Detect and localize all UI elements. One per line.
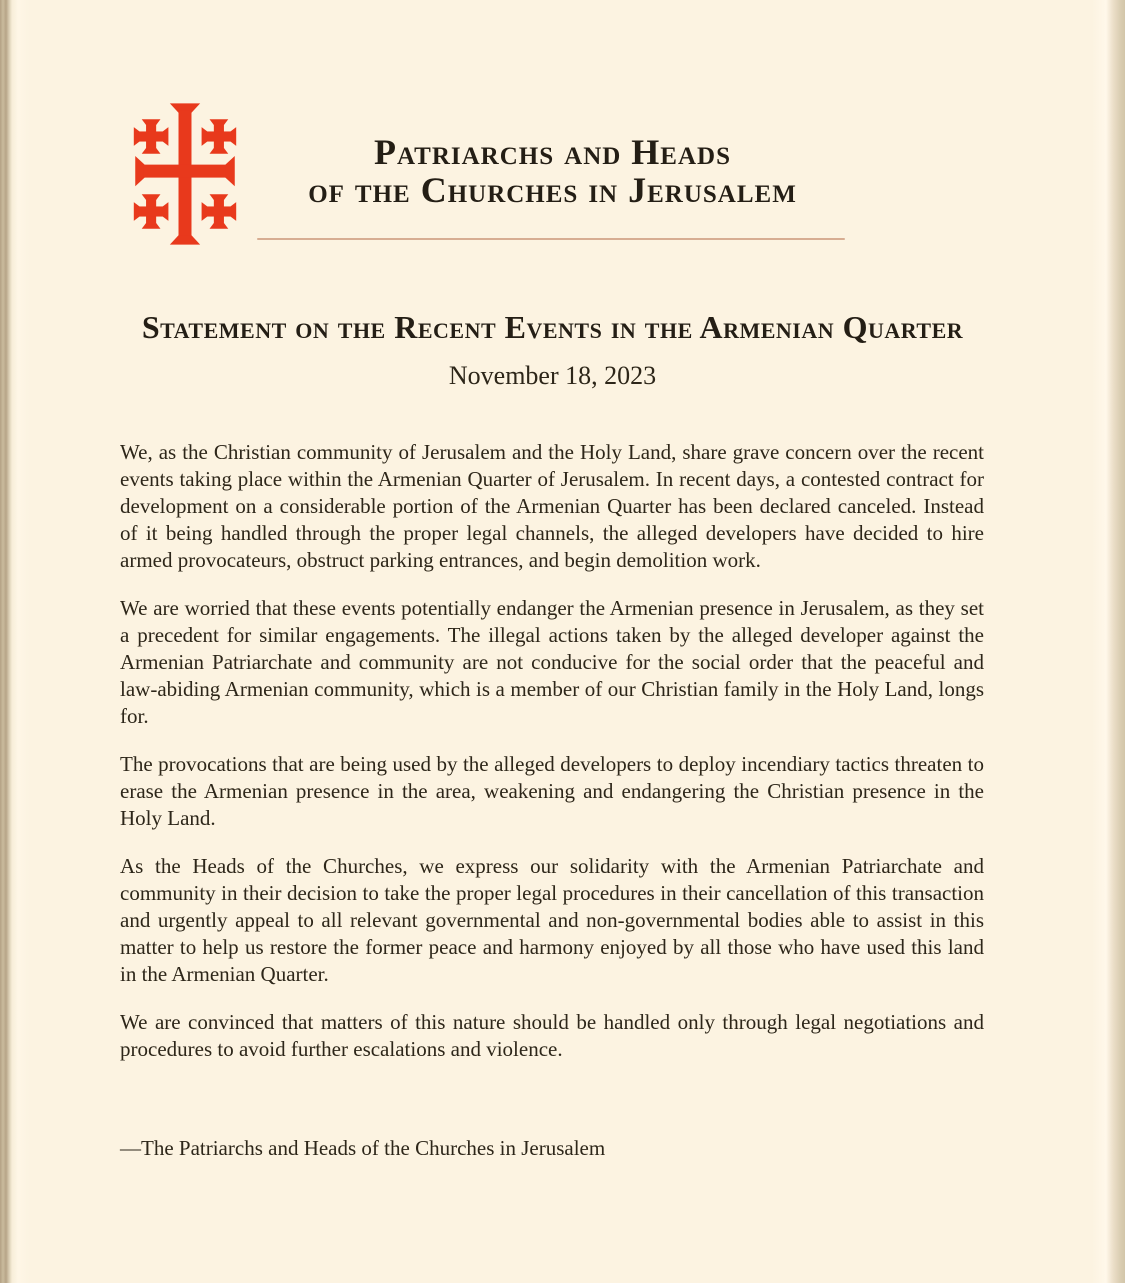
statement-paragraph: The provocations that are being used by the alleged developers to deploy incendiary tactics threaten to erase the Armenian presence in the area, weakening and endangering the Christian presence in the Holy Land. [120,752,984,830]
statement-body [120,439,984,1084]
statement-paragraph: As the Heads of the Churches, we express our solidarity with the Armenian Patriarchate and community in their decision to take the proper legal procedures in their cancellation of this transaction and urgently appeal to all relevant governmental and non-governmental bodies able to assist in this matter to help us restore the former peace and harmony enjoyed by all those who have used this land in the Armenian Quarter. [120,854,984,986]
statement-title: Statement on the Recent Events in the Armenian Quarter [141,309,964,345]
statement-date: November 18, 2023 [448,361,657,390]
header-divider [257,238,845,240]
org-name-line1: Patriarchs and Heads [373,132,731,172]
jerusalem-cross-logo [112,99,258,249]
signature-line: —The Patriarchs and Heads of the Churches in Jerusalem [120,1136,606,1160]
statement-paragraph: We are convinced that matters of this nature should be handled only through legal negotiations and procedures to avoid further escalations and violence. [120,1010,984,1061]
statement-paragraph: We are worried that these events potentially endanger the Armenian presence in Jerusalem, as they set a precedent for similar engagements. The illegal actions taken by the alleged developer against the Armenian Patriarchate and community are not conducive for the social order that the peaceful and law-abiding Armenian community, which is a member of our Christian family in the Holy Land, longs for. [120,596,984,728]
statement-paragraph: We, as the Christian community of Jerusalem and the Holy Land, share grave concern over the recent events taking place within the Armenian Quarter of Jerusalem. In recent days, a contested contract for development on a considerable portion of the Armenian Quarter has been declared canceled. Instead of it being handled through the proper legal channels, the alleged developers have decided to hire armed provocateurs, obstruct parking entrances, and begin demolition work. [120,440,984,572]
org-name [265,133,840,209]
jerusalem-cross-icon [112,99,258,249]
org-name-line2: of the Churches in Jerusalem [308,170,797,210]
